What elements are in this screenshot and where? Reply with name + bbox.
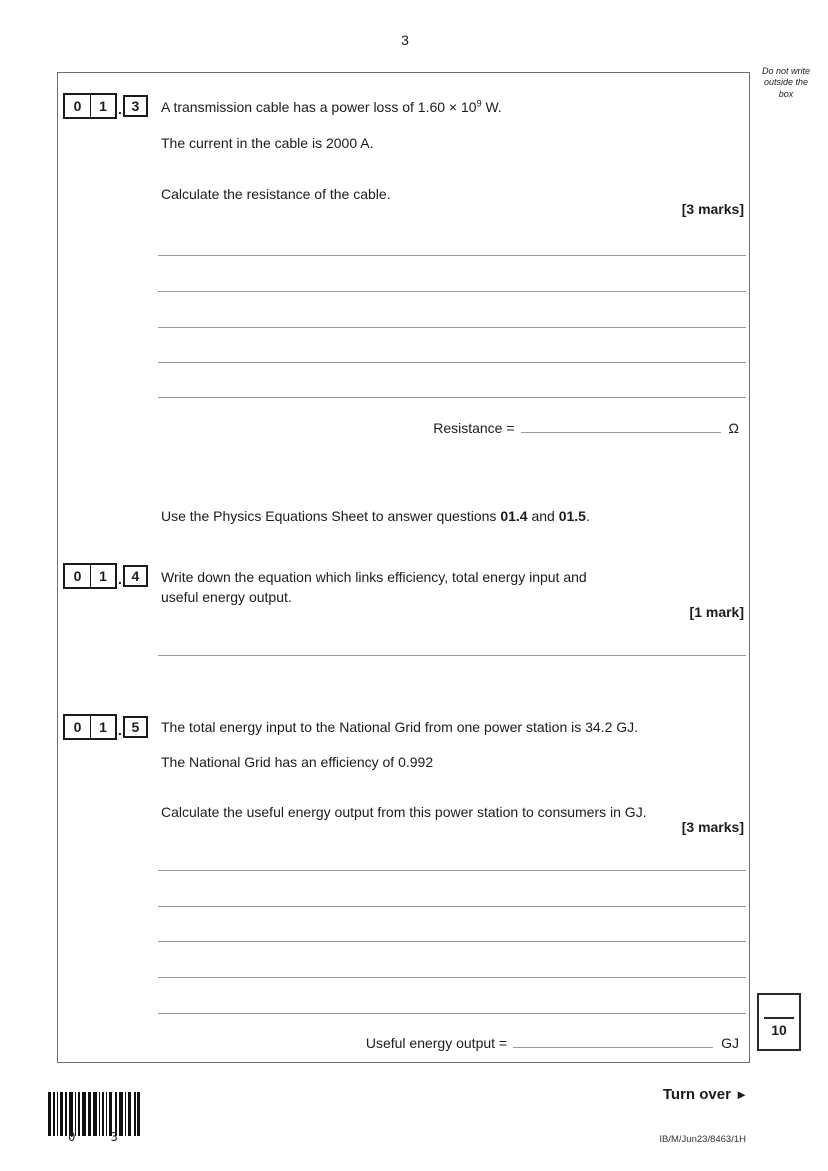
- digit-separator: .: [118, 101, 122, 117]
- question-013-text-line2: The current in the cable is 2000 A.: [161, 135, 374, 151]
- question-014-text-line2: useful energy output.: [161, 589, 292, 605]
- question-number-cells: [63, 93, 117, 119]
- digit-separator: .: [118, 571, 122, 587]
- barcode: [48, 1092, 140, 1144]
- question-014-text-line1: Write down the equation which links efficiency, total energy input and: [161, 569, 587, 585]
- total-marks-sum-line: [764, 1017, 794, 1019]
- unit-label: Ω: [728, 420, 739, 436]
- do-not-write-note: Do not write outside the box: [761, 66, 811, 99]
- answer-row-useful-energy: [158, 1033, 739, 1051]
- question-013-text-line3: Calculate the resistance of the cable.: [161, 186, 391, 202]
- question-number-cells: [63, 714, 117, 740]
- answer-row-resistance: [158, 418, 739, 436]
- page-number: 3: [401, 32, 409, 48]
- answer-line: [158, 291, 746, 292]
- digit-cell: 1: [90, 565, 115, 587]
- total-marks-value: 10: [771, 1022, 787, 1038]
- question-ref: 01.4: [500, 508, 528, 524]
- question-013-text-line1: [161, 97, 502, 117]
- question-015-text-line3: Calculate the useful energy output from this power station to consumers in GJ.: [161, 804, 647, 820]
- text-fragment: and: [527, 508, 559, 524]
- answer-line: [158, 870, 746, 871]
- barcode-digits: 0 3: [48, 1130, 140, 1144]
- question-area-border: [57, 72, 750, 1063]
- text-fragment: W.: [481, 99, 502, 115]
- turn-over-text: Turn over: [662, 1086, 731, 1103]
- paper-reference-code: IB/M/Jun23/8463/1H: [659, 1134, 746, 1145]
- answer-line: [158, 362, 746, 363]
- question-ref: 01.5: [558, 508, 586, 524]
- digit-separator: .: [118, 722, 122, 738]
- answer-label: Useful energy output =: [365, 1035, 508, 1051]
- answer-label: Resistance =: [433, 420, 515, 436]
- superscript-exponent: 9: [476, 98, 482, 109]
- marks-label-014: [1 mark]: [689, 604, 744, 620]
- question-number-box-015: [63, 714, 148, 740]
- digit-cell: 1: [90, 95, 115, 117]
- equations-sheet-instruction: [161, 506, 590, 526]
- text-fragment: A transmission cable has a power loss of 1.60 × 10: [161, 99, 477, 115]
- answer-line: [158, 655, 746, 656]
- text-fragment: .: [585, 508, 590, 524]
- unit-label: GJ: [721, 1035, 739, 1051]
- total-marks-box: [757, 993, 801, 1051]
- digit-cell: 0: [73, 719, 82, 735]
- answer-line: [158, 941, 746, 942]
- answer-line: [158, 1013, 746, 1014]
- question-number-cells: [63, 563, 117, 589]
- digit-cell: 4: [123, 565, 148, 587]
- question-number-box-013: [63, 93, 148, 119]
- marks-label-015: [3 marks]: [681, 819, 744, 835]
- question-015-text-line2: The National Grid has an efficiency of 0.992: [161, 754, 434, 770]
- question-015-text-line1: The total energy input to the National Grid from one power station is 34.2 GJ.: [161, 719, 639, 735]
- text-fragment: Use the Physics Equations Sheet to answer questions: [161, 508, 501, 524]
- digit-cell: 5: [123, 716, 148, 738]
- question-number-box-014: [63, 563, 148, 589]
- digit-cell: 1: [90, 716, 115, 738]
- digit-cell: 0: [73, 568, 82, 584]
- turn-over-arrow-icon: ►: [735, 1087, 748, 1102]
- digit-cell: 3: [123, 95, 148, 117]
- digit-cell: 0: [73, 98, 82, 114]
- answer-line: [158, 255, 746, 256]
- answer-line: [158, 906, 746, 907]
- answer-line: [158, 397, 746, 398]
- marks-label-013: [3 marks]: [681, 201, 744, 217]
- answer-write-line: [521, 418, 721, 433]
- answer-line: [158, 977, 746, 978]
- answer-write-line: [513, 1033, 713, 1048]
- answer-line: [158, 327, 746, 328]
